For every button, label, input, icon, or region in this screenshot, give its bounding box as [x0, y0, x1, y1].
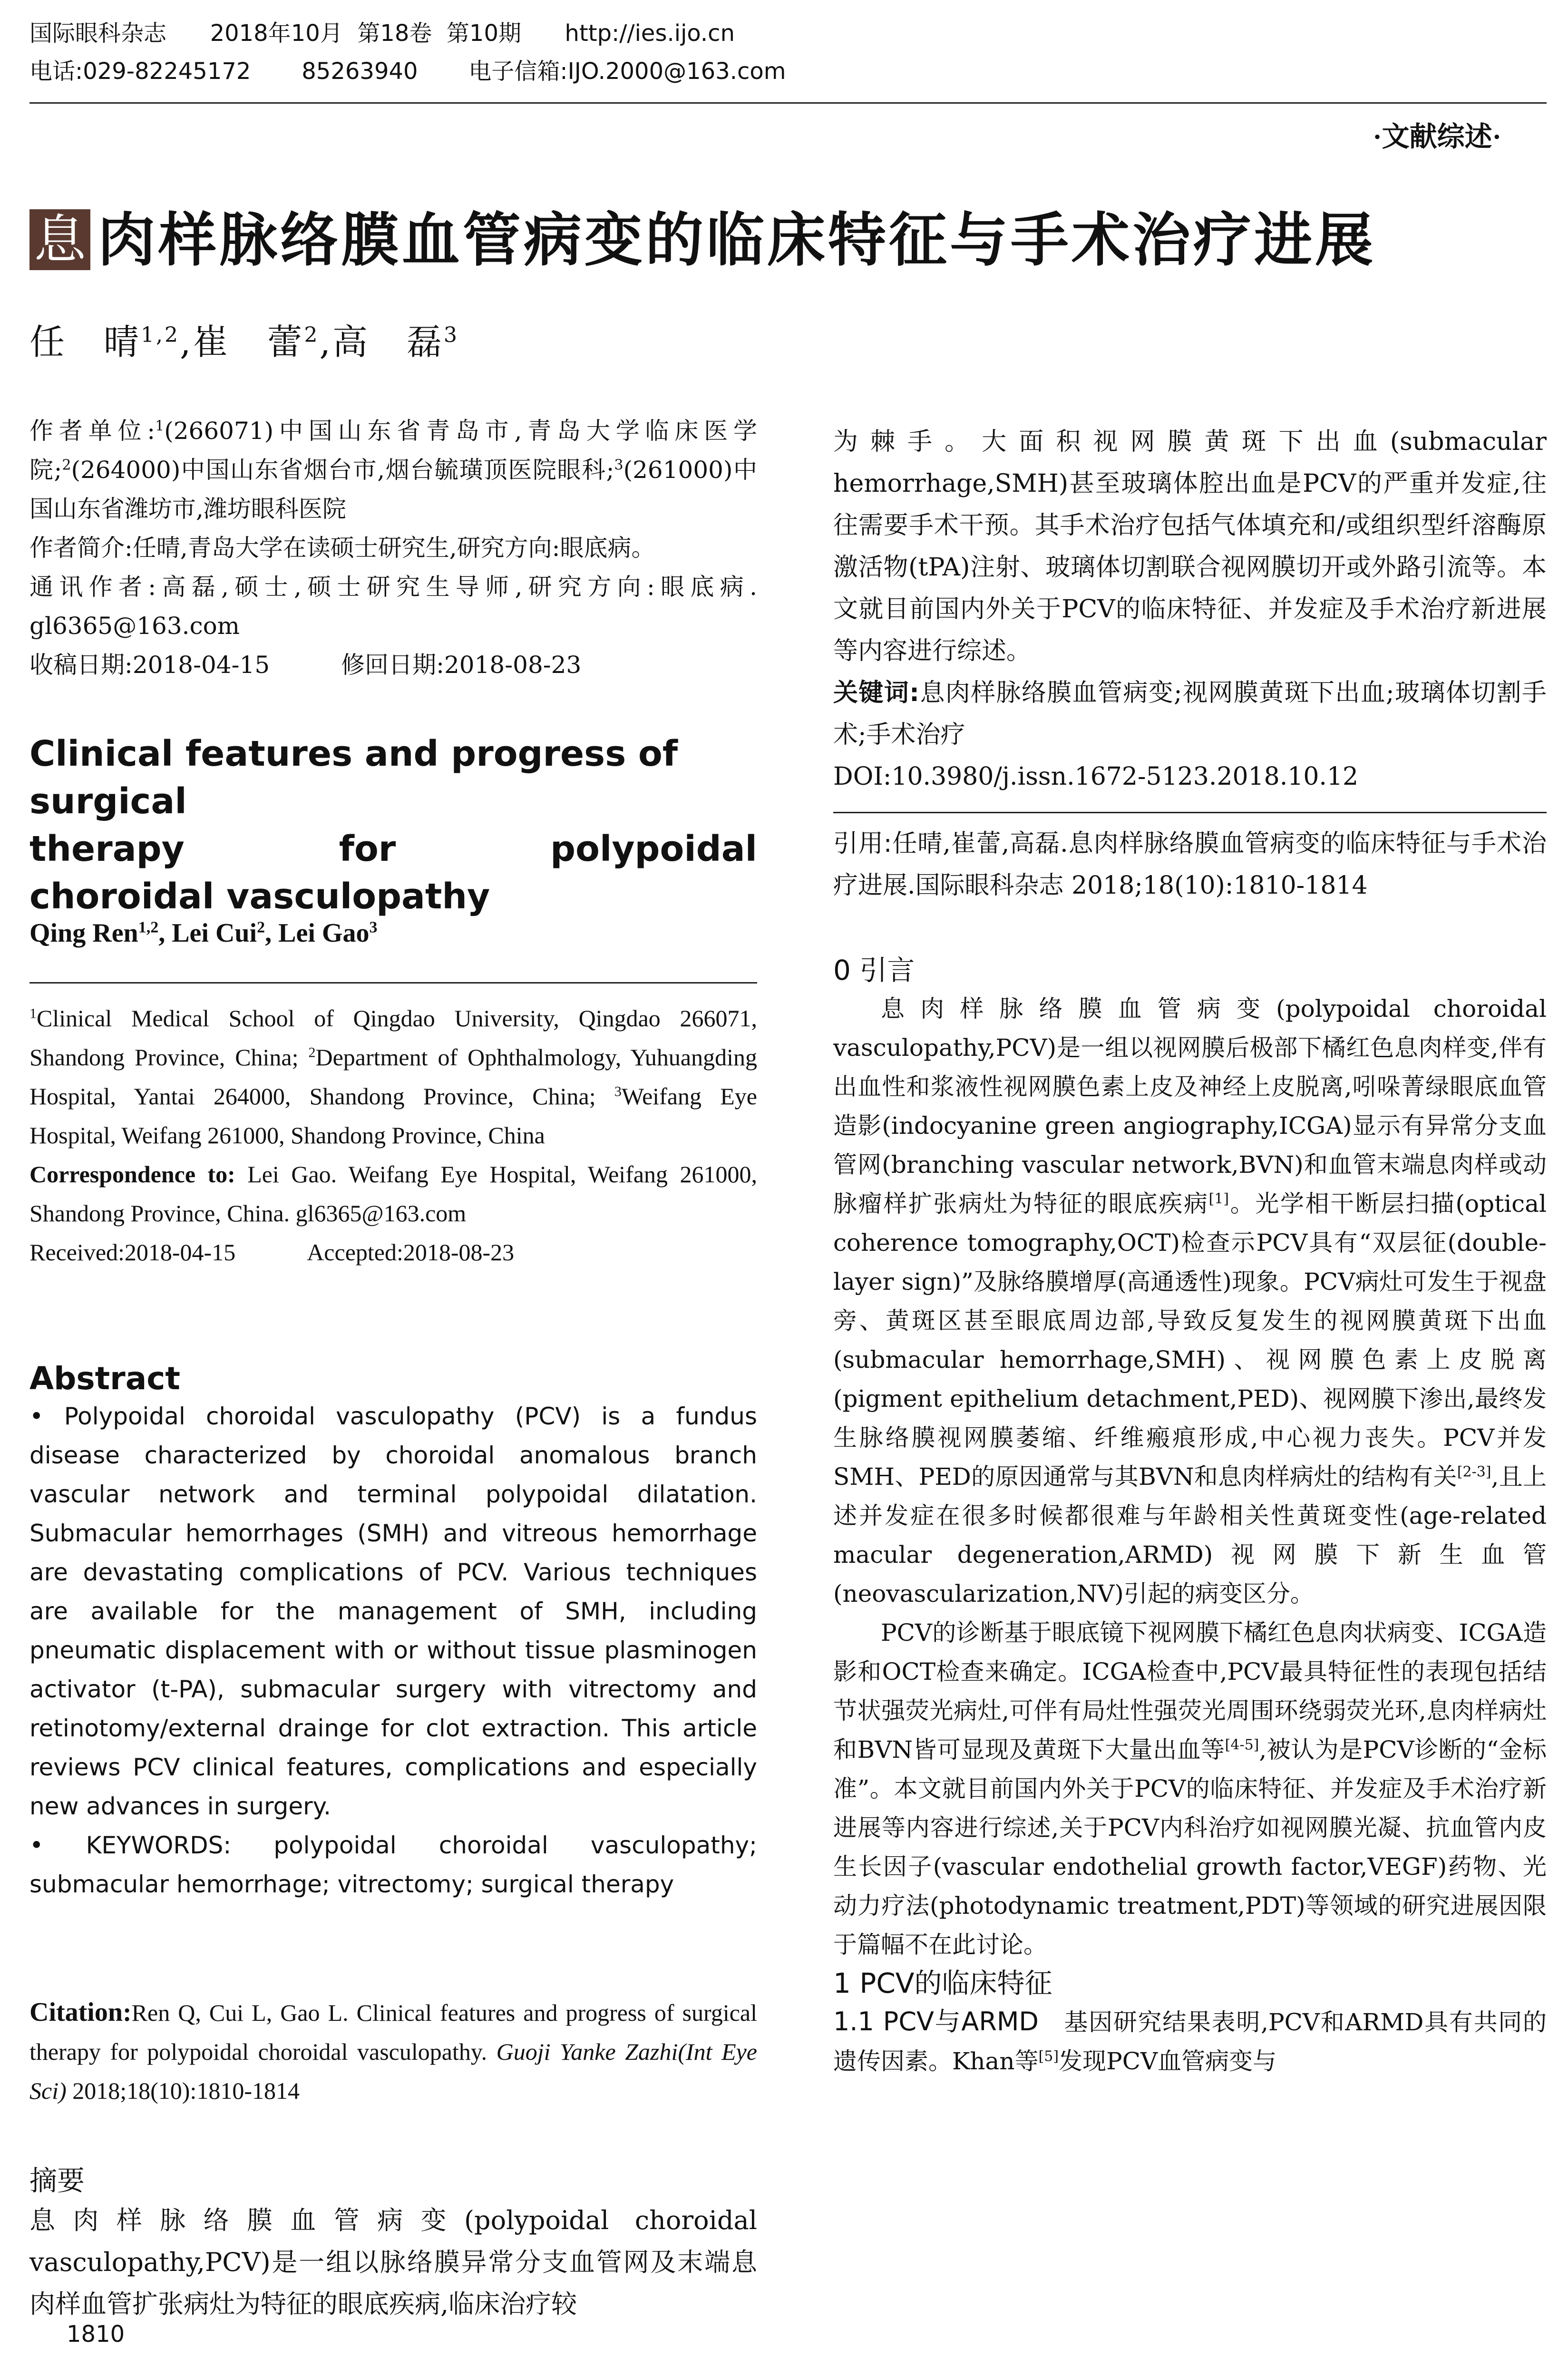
header-line-2 [29, 57, 786, 86]
divider [29, 982, 757, 984]
citation-label: Citation: [29, 1997, 132, 2027]
subsection-heading: 1.1 PCV与ARMD [833, 2007, 1039, 2036]
abstract-heading: Abstract [29, 1360, 180, 1397]
citation-en [29, 1993, 757, 2110]
correspondence-email: gl6365@163.com [29, 612, 240, 640]
body-paragraph-2 [833, 1613, 1547, 1964]
citation-text: Ren Q, Cui L, Gao L. Clinical features and progress of surgical therapy for polypoidal choroidal vasculopathy. [29, 1999, 757, 2065]
email-label: 电子信箱: [468, 58, 568, 85]
author-name: 崔 蕾 [193, 321, 304, 363]
affiliation-cn [29, 411, 757, 684]
dates-cn [29, 645, 757, 684]
section-tag: ·文献综述· [1373, 121, 1501, 152]
keywords-cn [833, 672, 1547, 756]
english-authors: Qing Ren$^{1,2}$, Lei Cui$^2$, Lei Gao$^3$ [29, 918, 378, 948]
body-text [833, 951, 1547, 2081]
phone-label: 电话: [29, 58, 83, 85]
section-heading-0: 0 引言 [833, 954, 915, 986]
author-sup: 3 [444, 323, 459, 347]
en-aff-1: Clinical Medical School of Qingdao University, Qingdao 266071, Shandong Province, China; [29, 1005, 757, 1071]
en-corr-text: Lei Gao. Weifang Eye Hospital, Weifang 261000, Shandong Province, China. gl6365@163.com [29, 1161, 757, 1227]
en-author-sup: 1,2 [138, 918, 159, 936]
citation-en-text [29, 1993, 757, 2110]
author-sup: 2 [304, 323, 320, 347]
en-title-line-3: choroidal vasculopathy [29, 876, 490, 917]
correspondence-text: 通讯作者:高磊,硕士,硕士研究生导师,研究方向:眼底病. [29, 573, 757, 601]
en-title-word: polypoidal [550, 828, 757, 869]
citation-ref: [2-3] [1457, 1463, 1491, 1481]
text-run: 发现PCV血管病变与 [1059, 2047, 1277, 2075]
en-affiliation-text: $^1$Clinical Medical School of Qingdao University, Qingdao 266071, Shandong Province, China; $^2$Department of Ophthalmology, Yuhuangding Hospital, Yantai 264000, Shandong Province, China; $^3$Weifang Eye Hospital, Weifang 261000, Shandong Province, China [29, 1005, 758, 1149]
received-cn: 收稿日期:2018-04-15 [29, 651, 270, 679]
author-bio: 作者简介:任晴,青岛大学在读硕士研究生,研究方向:眼底病。 [29, 534, 655, 562]
journal-url: http://ies.ijo.cn [565, 20, 735, 47]
abstract-cn-right [833, 421, 1547, 906]
revised-cn: 修回日期:2018-08-23 [341, 651, 582, 679]
unit-label: 作者单位: [29, 417, 156, 445]
journal-name: 国际眼科杂志 [29, 20, 167, 47]
correspondence-cn [29, 567, 757, 645]
en-aff-3: Weifang Eye Hospital, Weifang 261000, Shandong Province, China [29, 1083, 757, 1149]
abstract-text: • Polypoidal choroidal vasculopathy (PCV) is a fundus disease characterized by choroidal anomalous branch vascular network and terminal polypoidal dilatation. Submacular hemorrhages (SMH) and vitreous hemorrhage are devastating complications of PCV. Various techniques are available for the management of SMH, including pneumatic displacement with or without tissue plasminogen activator (t-PA), submacular surgery with vitrectomy and retinotomy/external drainge for clot extraction. This article reviews PCV clinical features, complications and especially new advances in surgery. [29, 1403, 757, 1820]
abstract-cn-text-right: 为棘手。大面积视网膜黄斑下出血(submacular hemorrhage,SMH)甚至玻璃体腔出血是PCV的严重并发症,往往需要手术干预。其手术治疗包括气体填充和/或组织型纤溶酶原激活物(tPA)注射、玻璃体切割联合视网膜切开或外路引流等。本文就目前国内外关于PCV的临床特征、并发症及手术治疗新进展等内容进行综述。 [833, 428, 1547, 665]
en-author-sup: 2 [257, 918, 265, 936]
en-author-sup: 3 [369, 918, 378, 936]
en-dates [29, 1233, 757, 1272]
keywords-cn-text: 息肉样脉络膜血管病变;视网膜黄斑下出血;玻璃体切割手术;手术治疗 [833, 679, 1547, 749]
abstract-cn-left [29, 2162, 757, 2325]
text-run: 。光学相干断层扫描(optical coherence tomography,OCT)检查示PCV具有“双层征(double-layer sign)”及脉络膜增厚(高通透性)现象。PCV病灶可发生于视盘旁、黄斑区甚至眼底周边部,导致反复发生的视网膜黄斑下出血(submacular hemorrhage,SMH)、视网膜色素上皮脱离(pigment epithelium detachment,PED)、视网膜下渗出,最终发生脉络膜视网膜萎缩、纤维瘢痕形成,中心视力丧失。PCV并发SMH、PED的原因通常与其BVN和息肉样病灶的结构有关 [833, 1190, 1547, 1490]
text-run: 息肉样脉络膜血管病变(polypoidal choroidal vasculopathy,PCV)是一组以视网膜后极部下橘红色息肉样变,伴有出血性和浆液性视网膜色素上皮及神经上皮脱离,吲哚菁绿眼底血管造影(indocyanine green angiography,ICGA)显示有异常分支血管网(branching vascular network,BVN)和血管末端息肉样或动脉瘤样扩张病灶为特征的眼底疾病 [833, 995, 1547, 1218]
en-aff-2: Department of Ophthalmology, Yuhuangding Hospital, Yantai 264000, Shandong Province, China; [29, 1044, 758, 1110]
title-first-char: 息 [29, 209, 90, 270]
section-heading-1: 1 PCV的临床特征 [833, 1967, 1052, 1999]
issue-info: 2018年10月 第18卷 第10期 [210, 20, 521, 47]
en-correspondence [29, 1155, 757, 1233]
abstract-cn-text-left: 息肉样脉络膜血管病变(polypoidal choroidal vasculopathy,PCV)是一组以脉络膜异常分支血管网及末端息肉样血管扩张病灶为特征的眼底疾病,临床治疗较 [29, 2205, 757, 2319]
text-run: PCV的诊断基于眼底镜下视网膜下橘红色息肉状病变、ICGA造影和OCT检查来确定。ICGA检查中,PCV最具特征性的表现包括结节状强荧光病灶,可伴有局灶性强荧光周围环绕弱荧光环,息肉样病灶和BVN皆可显现及黄斑下大量出血等 [833, 1619, 1547, 1763]
abstract-cn-heading: 摘要 [29, 2164, 85, 2197]
en-title-line-2 [29, 825, 757, 873]
en-title-word: for [339, 828, 396, 869]
citation-cn-label: 引用: [833, 829, 892, 858]
en-received: Received:2018-04-15 [29, 1239, 236, 1266]
citation-ref: [5] [1038, 2048, 1059, 2065]
text-run: ,且上述并发症在很多时候都很难与年龄相关性黄斑变性(age-related macular degeneration,ARMD)视网膜下新生血管(neovascularization,NV)引起的病变区分。 [833, 1463, 1547, 1607]
divider [833, 812, 1547, 813]
unit-3: (261000)中国山东省潍坊市,潍坊眼科医院 [29, 456, 757, 523]
en-accepted: Accepted:2018-08-23 [307, 1239, 515, 1266]
en-title-word: therapy [29, 828, 185, 869]
keywords-en: • KEYWORDS: polypoidal choroidal vasculopathy; submacular hemorrhage; vitrectomy; surgical therapy [29, 1831, 757, 1898]
citation-ref: [1] [1208, 1190, 1229, 1208]
unit-2: (264000)中国山东省烟台市,烟台毓璜顶医院眼科; [71, 456, 614, 484]
unit-1: (266071)中国山东省青岛市,青岛大学临床医学院; [29, 417, 757, 484]
doi: DOI:10.3980/j.issn.1672-5123.2018.10.12 [833, 762, 1359, 791]
author-name: 任 晴 [29, 321, 141, 363]
en-author: Lei Gao [278, 918, 370, 948]
citation-journal: Guoji Yanke Zazhi(Int Eye Sci) [29, 2038, 757, 2104]
affiliation-units: 作者单位:$^1$(266071)中国山东省青岛市,青岛大学临床医学院;$^2$(264000)中国山东省烟台市,烟台毓璜顶医院眼科;$^3$(261000)中国山东省潍坊市,潍坊眼科医院 [29, 417, 757, 523]
keywords-cn-label: 关键词: [833, 679, 919, 707]
page-number: 1810 [67, 2321, 125, 2348]
english-title [29, 730, 757, 920]
en-author: Qing Ren [29, 918, 138, 948]
citation-cn [833, 823, 1547, 906]
author-name: 高 磊 [332, 321, 444, 363]
text-run: 基因研究结果表明,PCV和ARMD具有共同的遗传因素。Khan等 [833, 2008, 1547, 2075]
body-paragraph-1 [833, 989, 1547, 1613]
header-line-1 [29, 19, 735, 48]
body-paragraph-3 [833, 2002, 1547, 2081]
citation-ref: [4-5] [1225, 1736, 1259, 1754]
en-title-line-1: Clinical features and progress of surgical [29, 733, 678, 822]
english-affiliations [29, 999, 757, 1272]
text-run: ,被认为是PCV诊断的“金标准”。本文就目前国内外关于PCV的临床特征、并发症及手术治疗新进展等内容进行综述,关于PCV内科治疗如视网膜光凝、抗血管内皮生长因子(vascular endothelial growth factor,VEGF)药物、光动力疗法(photodynamic treatment,PDT)等领域的研究进展因限于篇幅不在此讨论。 [833, 1736, 1547, 1958]
author-sup: 1,2 [141, 323, 180, 347]
header-rule [29, 102, 1547, 104]
page-title: 肉样脉络膜血管病变的临床特征与手术治疗进展 [97, 206, 1376, 274]
citation-tail: 2018;18(10):1810-1814 [72, 2077, 300, 2104]
citation-cn-text: 任晴,崔蕾,高磊.息肉样脉络膜血管病变的临床特征与手术治疗进展.国际眼科杂志 2018;18(10):1810-1814 [833, 829, 1547, 900]
phone-1: 029-82245172 [83, 58, 251, 85]
en-corr-label: Correspondence to: [29, 1161, 235, 1188]
en-author: Lei Cui [172, 918, 257, 948]
authors-cn: 任 晴$^{1,2}$,崔 蕾$^2$,高 磊$^3$ [29, 321, 459, 363]
phone-2: 85263940 [302, 58, 418, 85]
abstract-en [29, 1360, 757, 1904]
email: IJO.2000@163.com [567, 58, 786, 85]
